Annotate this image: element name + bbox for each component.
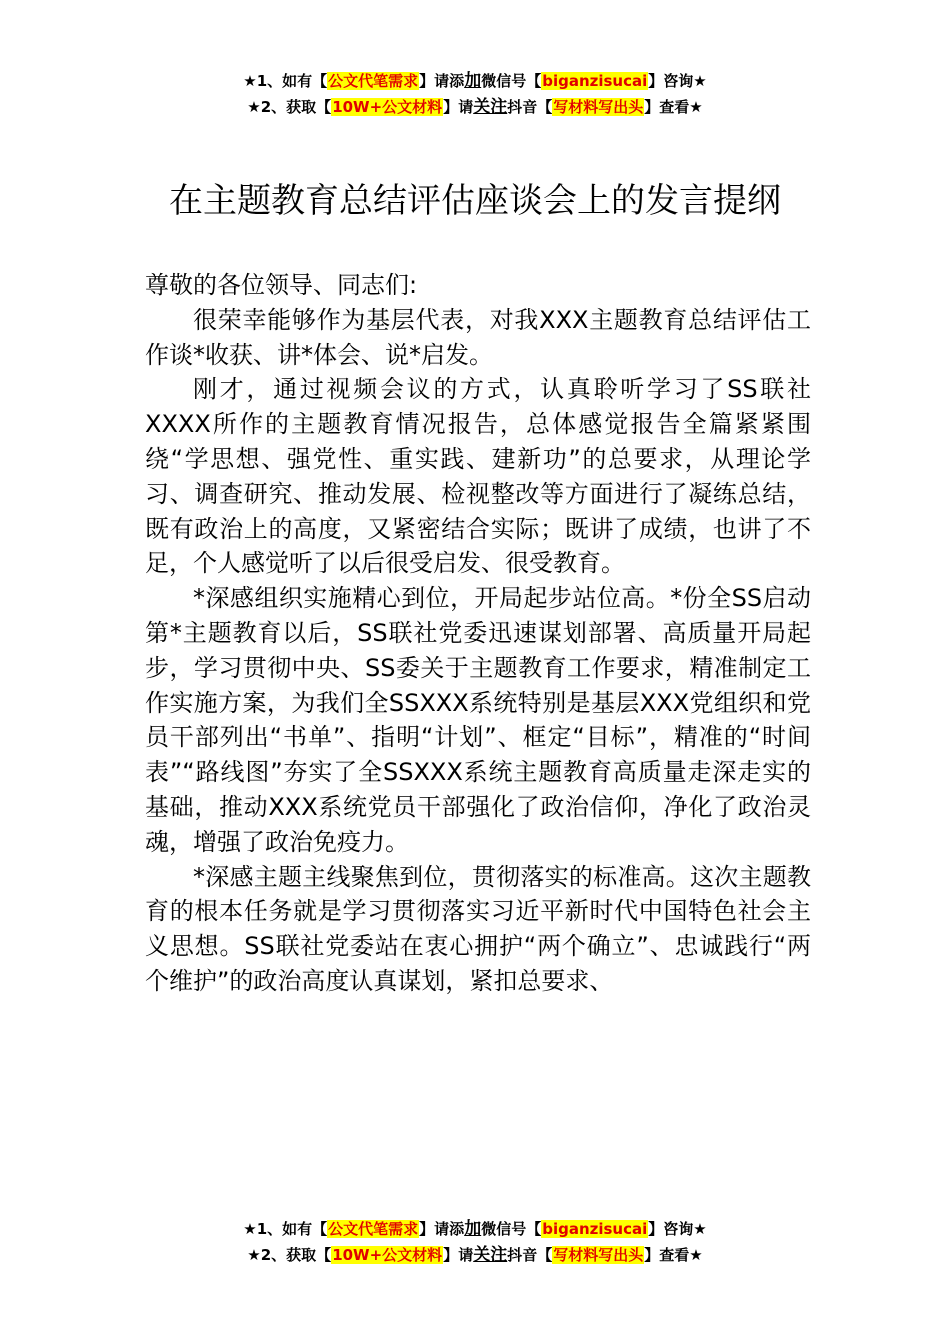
banner-highlight: biganzisucai xyxy=(542,1220,648,1238)
banner-highlight: biganzisucai xyxy=(542,72,648,90)
banner-highlight: 10W+公文材料 xyxy=(332,98,443,116)
header-banner xyxy=(0,68,950,120)
document-title: 在主题教育总结评估座谈会上的发言提纲 xyxy=(169,181,781,221)
banner-highlight: 10W+公文材料 xyxy=(332,1246,443,1264)
body-paragraph: 很荣幸能够作为基层代表，对我XXX主题教育总结评估工作谈*收获、讲*体会、说*启发。 xyxy=(145,305,811,369)
document-body xyxy=(145,268,811,999)
banner-line-2: ★2、获取【10W+公文材料】请关注抖音【写材料写出头】查看★ xyxy=(247,1245,703,1265)
body-paragraph: *深感主题主线聚焦到位，贯彻落实的标准高。这次主题教育的根本任务就是学习贯彻落实习近平新时代中国特色社会主义思想。SS联社党委站在衷心拥护“两个确立”、忠诚践行“两个维护”的政治高度认真谋划，紧扣总要求、 xyxy=(145,862,811,995)
banner-line-1: ★1、如有【公文代笔需求】请添加微信号【biganzisucai】咨询★ xyxy=(243,1219,707,1239)
banner-highlight: 公文代笔需求 xyxy=(328,1220,419,1238)
banner-line-2: ★2、获取【10W+公文材料】请关注抖音【写材料写出头】查看★ xyxy=(247,97,703,117)
footer-banner xyxy=(0,1216,950,1268)
banner-highlight: 写材料写出头 xyxy=(553,1246,644,1264)
body-paragraph: 刚才，通过视频会议的方式，认真聆听学习了SS联社XXXX所作的主题教育情况报告，总体感觉报告全篇紧紧围绕“学思想、强党性、重实践、建新功”的总要求，从理论学习、调查研究、推动发展、检视整改等方面进行了凝练总结，既有政治上的高度，又紧密结合实际；既讲了成绩，也讲了不足，个人感觉听了以后很受启发、很受教育。 xyxy=(145,375,811,578)
banner-line-1: ★1、如有【公文代笔需求】请添加微信号【biganzisucai】咨询★ xyxy=(243,71,707,91)
banner-highlight: 写材料写出头 xyxy=(553,98,644,116)
salutation: 尊敬的各位领导、同志们: xyxy=(145,271,418,299)
body-paragraph: *深感组织实施精心到位，开局起步站位高。*份全SS启动第*主题教育以后，SS联社党委迅速谋划部署、高质量开局起步，学习贯彻中央、SS委关于主题教育工作要求，精准制定工作实施方案，为我们全SSXXX系统特别是基层XXX党组织和党员干部列出“书单”、指明“计划”、框定“目标”，精准的“时间表”“路线图”夯实了全SSXXX系统主题教育高质量走深走实的基础，推动XXX系统党员干部强化了政治信仰，净化了政治灵魂，增强了政治免疫力。 xyxy=(145,584,811,856)
banner-highlight: 公文代笔需求 xyxy=(328,72,419,90)
